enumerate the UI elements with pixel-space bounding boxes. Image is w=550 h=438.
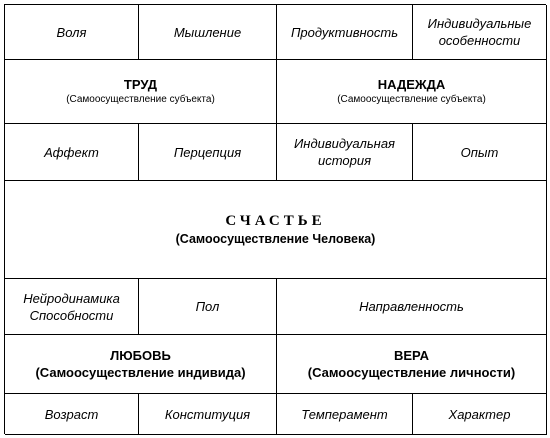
lyubov-title: ЛЮБОВЬ [110, 348, 171, 363]
vera-title: ВЕРА [394, 348, 429, 363]
cell-text: Нейродинамика Способности [23, 290, 120, 323]
schastie-title: СЧАСТЬЕ [225, 213, 326, 229]
cell-myshlenie [139, 5, 277, 60]
schastie-subtitle: (Самоосуществление Человека) [175, 232, 376, 246]
cell-produktivnost [277, 5, 413, 60]
cell-individualnaya-istoriya [277, 124, 413, 181]
cell-harakter [413, 394, 547, 435]
trud-title: ТРУД [123, 77, 158, 92]
cell-text: Индивидуальные особенности [427, 16, 532, 48]
cell-text: Аффект [44, 144, 99, 160]
cell-napravlennost [277, 279, 547, 335]
cell-text: Мышление [173, 24, 242, 40]
cell-trud [5, 60, 277, 124]
cell-percepciya [139, 124, 277, 181]
cell-individualnye-osobennosti [413, 5, 547, 60]
cell-neirodinamika-sposobnosti [5, 279, 139, 335]
cell-text: Возраст [44, 406, 99, 422]
cell-vera [277, 335, 547, 394]
nadezhda-subtitle: (Самоосуществление субъекта) [337, 94, 486, 105]
cell-konstituciya [139, 394, 277, 435]
happiness-structure-table [4, 4, 546, 434]
cell-text: Индивидуальная история [293, 136, 395, 168]
cell-text: Направленность [359, 299, 464, 314]
cell-schastie [5, 181, 547, 279]
cell-text: Воля [56, 24, 87, 40]
trud-subtitle: (Самоосуществление субъекта) [66, 94, 215, 105]
cell-pol [139, 279, 277, 335]
cell-temperament [277, 394, 413, 435]
cell-text: Характер [448, 406, 511, 422]
cell-affekt [5, 124, 139, 181]
cell-lyubov [5, 335, 277, 394]
cell-volya [5, 5, 139, 60]
vera-subtitle: (Самоосуществление личности) [307, 365, 516, 380]
cell-opyt [413, 124, 547, 181]
cell-nadezhda [277, 60, 547, 124]
cell-text: Перцепция [173, 144, 242, 160]
cell-text: Опыт [460, 144, 499, 160]
lyubov-subtitle: (Самоосуществление индивида) [35, 365, 246, 380]
cell-text: Продуктивность [290, 24, 399, 40]
cell-text: Пол [195, 299, 220, 314]
cell-text: Темперамент [301, 406, 388, 422]
cell-vozrast [5, 394, 139, 435]
nadezhda-title: НАДЕЖДА [377, 77, 446, 92]
cell-text: Конституция [164, 406, 251, 422]
